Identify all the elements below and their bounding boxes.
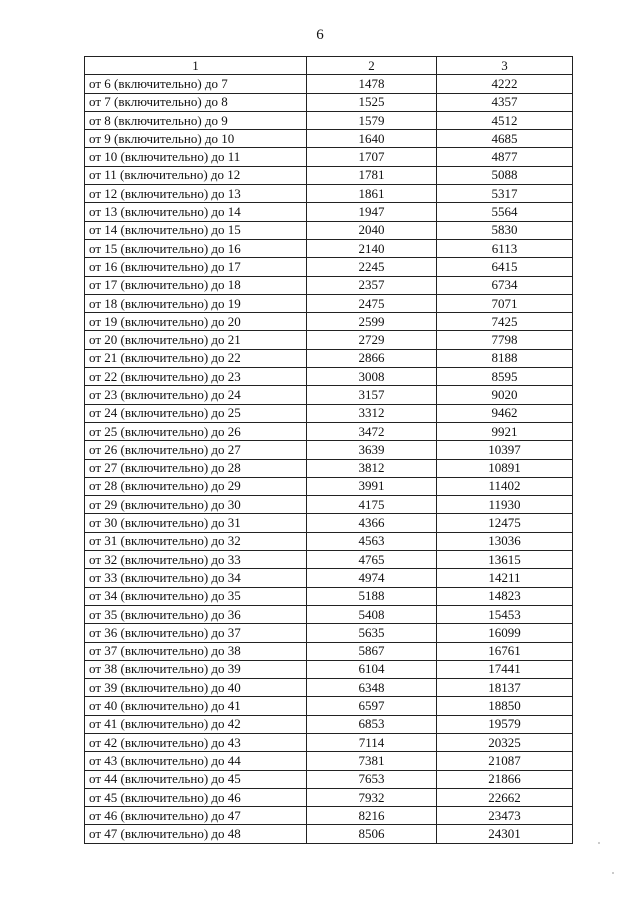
range-cell: от 19 (включительно) до 20 [85,313,307,331]
table-row [85,203,573,221]
table-row [85,459,573,477]
column-3-cell: 16099 [437,624,573,642]
column-2-cell: 5635 [307,624,437,642]
page-number: 6 [316,27,324,43]
column-3-cell: 5564 [437,203,573,221]
table-row [85,496,573,514]
column-3-cell: 8595 [437,368,573,386]
table-row [85,349,573,367]
table-row [85,551,573,569]
column-3-cell: 5088 [437,166,573,184]
table-row [85,660,573,678]
range-cell: от 40 (включительно) до 41 [85,697,307,715]
table-body [85,75,573,843]
column-3-cell: 18137 [437,679,573,697]
range-cell: от 24 (включительно) до 25 [85,404,307,422]
table-row [85,148,573,166]
column-3-cell: 11402 [437,477,573,495]
column-3-cell: 7798 [437,331,573,349]
range-cell: от 10 (включительно) до 11 [85,148,307,166]
column-3-cell: 7071 [437,294,573,312]
column-2-cell: 4974 [307,569,437,587]
range-cell: от 44 (включительно) до 45 [85,770,307,788]
range-cell: от 39 (включительно) до 40 [85,679,307,697]
column-3-cell: 21087 [437,752,573,770]
range-cell: от 13 (включительно) до 14 [85,203,307,221]
column-2-cell: 4366 [307,514,437,532]
column-3-cell: 4357 [437,93,573,111]
column-3-cell: 15453 [437,605,573,623]
column-2-cell: 3312 [307,404,437,422]
column-2-cell: 2866 [307,349,437,367]
column-2-cell: 3812 [307,459,437,477]
column-2-cell: 1781 [307,166,437,184]
column-3-cell: 4222 [437,75,573,93]
column-2-cell: 1579 [307,111,437,129]
table-row [85,825,573,843]
range-cell: от 30 (включительно) до 31 [85,514,307,532]
table-row [85,185,573,203]
range-cell: от 17 (включительно) до 18 [85,276,307,294]
table-row [85,130,573,148]
table-row [85,624,573,642]
range-cell: от 31 (включительно) до 32 [85,532,307,550]
table-row [85,111,573,129]
table-row [85,788,573,806]
column-3-cell: 24301 [437,825,573,843]
column-3-cell: 21866 [437,770,573,788]
column-2-cell: 1707 [307,148,437,166]
column-3-cell: 5830 [437,221,573,239]
range-cell: от 38 (включительно) до 39 [85,660,307,678]
column-3-cell: 18850 [437,697,573,715]
column-2-cell: 8216 [307,807,437,825]
table-row [85,221,573,239]
table-row [85,477,573,495]
table-row [85,587,573,605]
column-2-cell: 3639 [307,441,437,459]
column-3-cell: 23473 [437,807,573,825]
column-3-cell: 4512 [437,111,573,129]
range-cell: от 12 (включительно) до 13 [85,185,307,203]
column-3-cell: 6113 [437,239,573,257]
table-row [85,733,573,751]
column-2-cell: 7653 [307,770,437,788]
column-3-cell: 9921 [437,422,573,440]
column-2-cell: 3008 [307,368,437,386]
scan-speck [612,872,614,874]
column-3-cell: 4685 [437,130,573,148]
table-row [85,331,573,349]
range-cell: от 14 (включительно) до 15 [85,221,307,239]
range-cell: от 15 (включительно) до 16 [85,239,307,257]
column-2-cell: 1861 [307,185,437,203]
range-cell: от 28 (включительно) до 29 [85,477,307,495]
column-2-cell: 1947 [307,203,437,221]
column-2-cell: 7381 [307,752,437,770]
range-cell: от 16 (включительно) до 17 [85,258,307,276]
column-3-cell: 22662 [437,788,573,806]
table-row [85,532,573,550]
table-row [85,441,573,459]
column-3-cell: 17441 [437,660,573,678]
column-3-cell: 11930 [437,496,573,514]
range-cell: от 41 (включительно) до 42 [85,715,307,733]
column-2-cell: 2357 [307,276,437,294]
range-cell: от 6 (включительно) до 7 [85,75,307,93]
column-2-cell: 4175 [307,496,437,514]
table-row [85,605,573,623]
column-header-3: 3 [437,57,573,75]
table-row [85,368,573,386]
column-2-cell: 1478 [307,75,437,93]
column-2-cell: 2040 [307,221,437,239]
column-2-cell: 4765 [307,551,437,569]
range-cell: от 7 (включительно) до 8 [85,93,307,111]
range-cell: от 21 (включительно) до 22 [85,349,307,367]
column-2-cell: 4563 [307,532,437,550]
range-cell: от 23 (включительно) до 24 [85,386,307,404]
table-row [85,294,573,312]
column-2-cell: 7114 [307,733,437,751]
data-table [84,56,573,844]
table-header [85,57,573,75]
column-3-cell: 6415 [437,258,573,276]
table-row [85,386,573,404]
table-row [85,807,573,825]
column-3-cell: 5317 [437,185,573,203]
range-cell: от 26 (включительно) до 27 [85,441,307,459]
range-cell: от 34 (включительно) до 35 [85,587,307,605]
column-3-cell: 12475 [437,514,573,532]
range-cell: от 45 (включительно) до 46 [85,788,307,806]
column-2-cell: 5408 [307,605,437,623]
column-2-cell: 5867 [307,642,437,660]
column-header-2: 2 [307,57,437,75]
column-3-cell: 16761 [437,642,573,660]
range-cell: от 9 (включительно) до 10 [85,130,307,148]
range-cell: от 47 (включительно) до 48 [85,825,307,843]
table-row [85,642,573,660]
table-row [85,422,573,440]
column-3-cell: 10891 [437,459,573,477]
range-cell: от 11 (включительно) до 12 [85,166,307,184]
column-2-cell: 3157 [307,386,437,404]
header-row [85,57,573,75]
range-cell: от 27 (включительно) до 28 [85,459,307,477]
column-2-cell: 1525 [307,93,437,111]
column-2-cell: 7932 [307,788,437,806]
table-row [85,166,573,184]
table-row [85,715,573,733]
column-2-cell: 1640 [307,130,437,148]
column-header-1: 1 [85,57,307,75]
column-2-cell: 2475 [307,294,437,312]
column-2-cell: 6348 [307,679,437,697]
column-2-cell: 2599 [307,313,437,331]
range-cell: от 43 (включительно) до 44 [85,752,307,770]
column-2-cell: 6853 [307,715,437,733]
table-row [85,93,573,111]
table-row [85,239,573,257]
range-cell: от 22 (включительно) до 23 [85,368,307,386]
range-cell: от 46 (включительно) до 47 [85,807,307,825]
table-row [85,313,573,331]
range-cell: от 42 (включительно) до 43 [85,733,307,751]
table-row [85,679,573,697]
scan-speck [598,842,600,844]
column-2-cell: 6597 [307,697,437,715]
column-2-cell: 6104 [307,660,437,678]
range-cell: от 18 (включительно) до 19 [85,294,307,312]
column-3-cell: 4877 [437,148,573,166]
column-2-cell: 5188 [307,587,437,605]
table-row [85,514,573,532]
column-2-cell: 2729 [307,331,437,349]
column-2-cell: 8506 [307,825,437,843]
range-cell: от 35 (включительно) до 36 [85,605,307,623]
table-row [85,75,573,93]
table-row [85,752,573,770]
column-3-cell: 20325 [437,733,573,751]
column-2-cell: 2140 [307,239,437,257]
range-cell: от 36 (включительно) до 37 [85,624,307,642]
column-3-cell: 8188 [437,349,573,367]
column-3-cell: 19579 [437,715,573,733]
column-2-cell: 3991 [307,477,437,495]
range-cell: от 20 (включительно) до 21 [85,331,307,349]
column-3-cell: 6734 [437,276,573,294]
column-2-cell: 3472 [307,422,437,440]
table-row [85,276,573,294]
column-3-cell: 10397 [437,441,573,459]
range-cell: от 37 (включительно) до 38 [85,642,307,660]
range-cell: от 32 (включительно) до 33 [85,551,307,569]
column-3-cell: 13036 [437,532,573,550]
table-row [85,569,573,587]
table-row [85,258,573,276]
table-row [85,404,573,422]
column-3-cell: 14823 [437,587,573,605]
range-cell: от 29 (включительно) до 30 [85,496,307,514]
column-2-cell: 2245 [307,258,437,276]
column-3-cell: 9462 [437,404,573,422]
column-3-cell: 13615 [437,551,573,569]
column-3-cell: 14211 [437,569,573,587]
table-row [85,770,573,788]
range-cell: от 33 (включительно) до 34 [85,569,307,587]
table-row [85,697,573,715]
column-3-cell: 9020 [437,386,573,404]
range-cell: от 8 (включительно) до 9 [85,111,307,129]
column-3-cell: 7425 [437,313,573,331]
range-cell: от 25 (включительно) до 26 [85,422,307,440]
